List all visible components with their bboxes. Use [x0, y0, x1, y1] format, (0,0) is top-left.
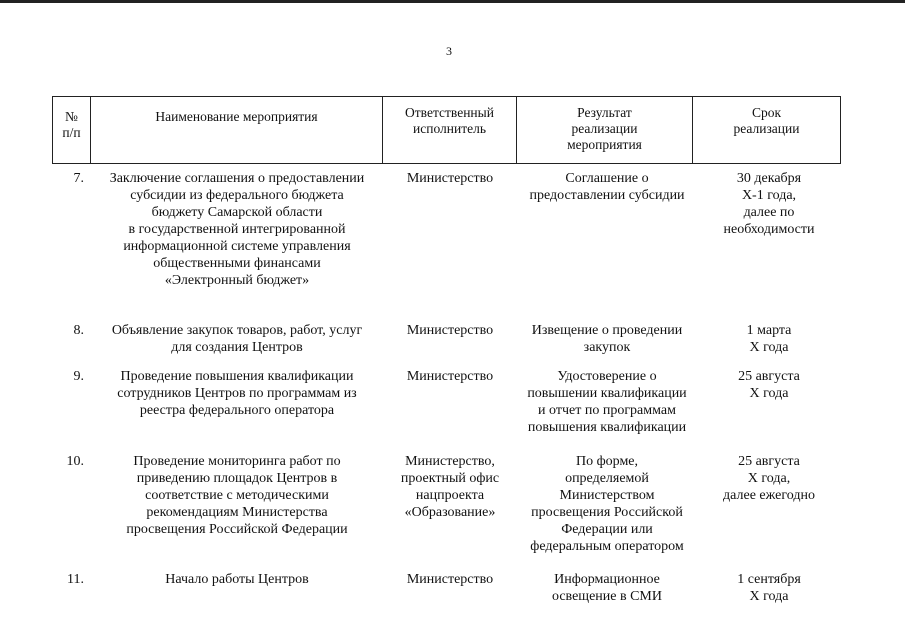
row-number: 8.	[73, 323, 84, 338]
row-number: 10.	[66, 454, 84, 469]
header-num: № п/п	[53, 97, 91, 164]
term: 30 декабря X-1 года, далее по необходимости	[723, 171, 815, 237]
table-body	[52, 170, 858, 604]
table-row	[52, 453, 858, 571]
result: По форме, определяемой Министерством просвещения Российской Федерации или федеральным оператором	[530, 454, 684, 554]
row-number: 7.	[73, 171, 84, 186]
table-row	[52, 368, 858, 453]
top-border-line	[0, 0, 905, 3]
term: 25 августа X года	[738, 369, 800, 401]
term: 1 марта X года	[746, 323, 792, 355]
table-row	[52, 322, 858, 364]
result: Удостоверение о повышении квалификации и отчет по программам повышения квалификации	[527, 369, 687, 435]
header-executor: Ответственный исполнитель	[383, 97, 517, 164]
executor: Министерство	[406, 171, 494, 186]
activity-name: Заключение соглашения о предоставлении субсидии из федерального бюджета бюджету Самарской области в государственной интегрированной информационной системе управления общественными финансами «Электронный бюджет»	[109, 171, 365, 288]
executor: Министерство	[406, 369, 494, 384]
result: Информационное освещение в СМИ	[551, 572, 662, 604]
table-header	[52, 96, 841, 164]
activity-name: Проведение повышения квалификации сотрудников Центров по программам из реестра федерального оператора	[117, 369, 357, 418]
table-row	[52, 170, 858, 320]
executor: Министерство	[406, 572, 494, 587]
row-number: 11.	[67, 572, 84, 587]
header-result: Результат реализации мероприятия	[517, 97, 693, 164]
executor: Министерство, проектный офис нацпроекта «Образование»	[400, 454, 500, 520]
term: 1 сентября X года	[737, 572, 801, 604]
header-name: Наименование мероприятия	[91, 97, 383, 164]
activity-name: Объявление закупок товаров, работ, услуг для создания Центров	[111, 323, 363, 355]
header-term: Срок реализации	[693, 97, 841, 164]
row-number: 9.	[73, 369, 84, 384]
term: 25 августа X года, далее ежегодно	[723, 454, 815, 503]
page-number: 3	[446, 44, 452, 58]
result: Извещение о проведении закупок	[531, 323, 683, 355]
activity-name: Проведение мониторинга работ по приведению площадок Центров в соответствие с методическими рекомендациям Министерства просвещения Российской Федерации	[126, 454, 348, 537]
result: Соглашение о предоставлении субсидии	[529, 171, 685, 203]
table-row	[52, 571, 858, 604]
activity-name: Начало работы Центров	[165, 572, 309, 587]
executor: Министерство	[406, 323, 494, 338]
header-row	[53, 97, 841, 164]
